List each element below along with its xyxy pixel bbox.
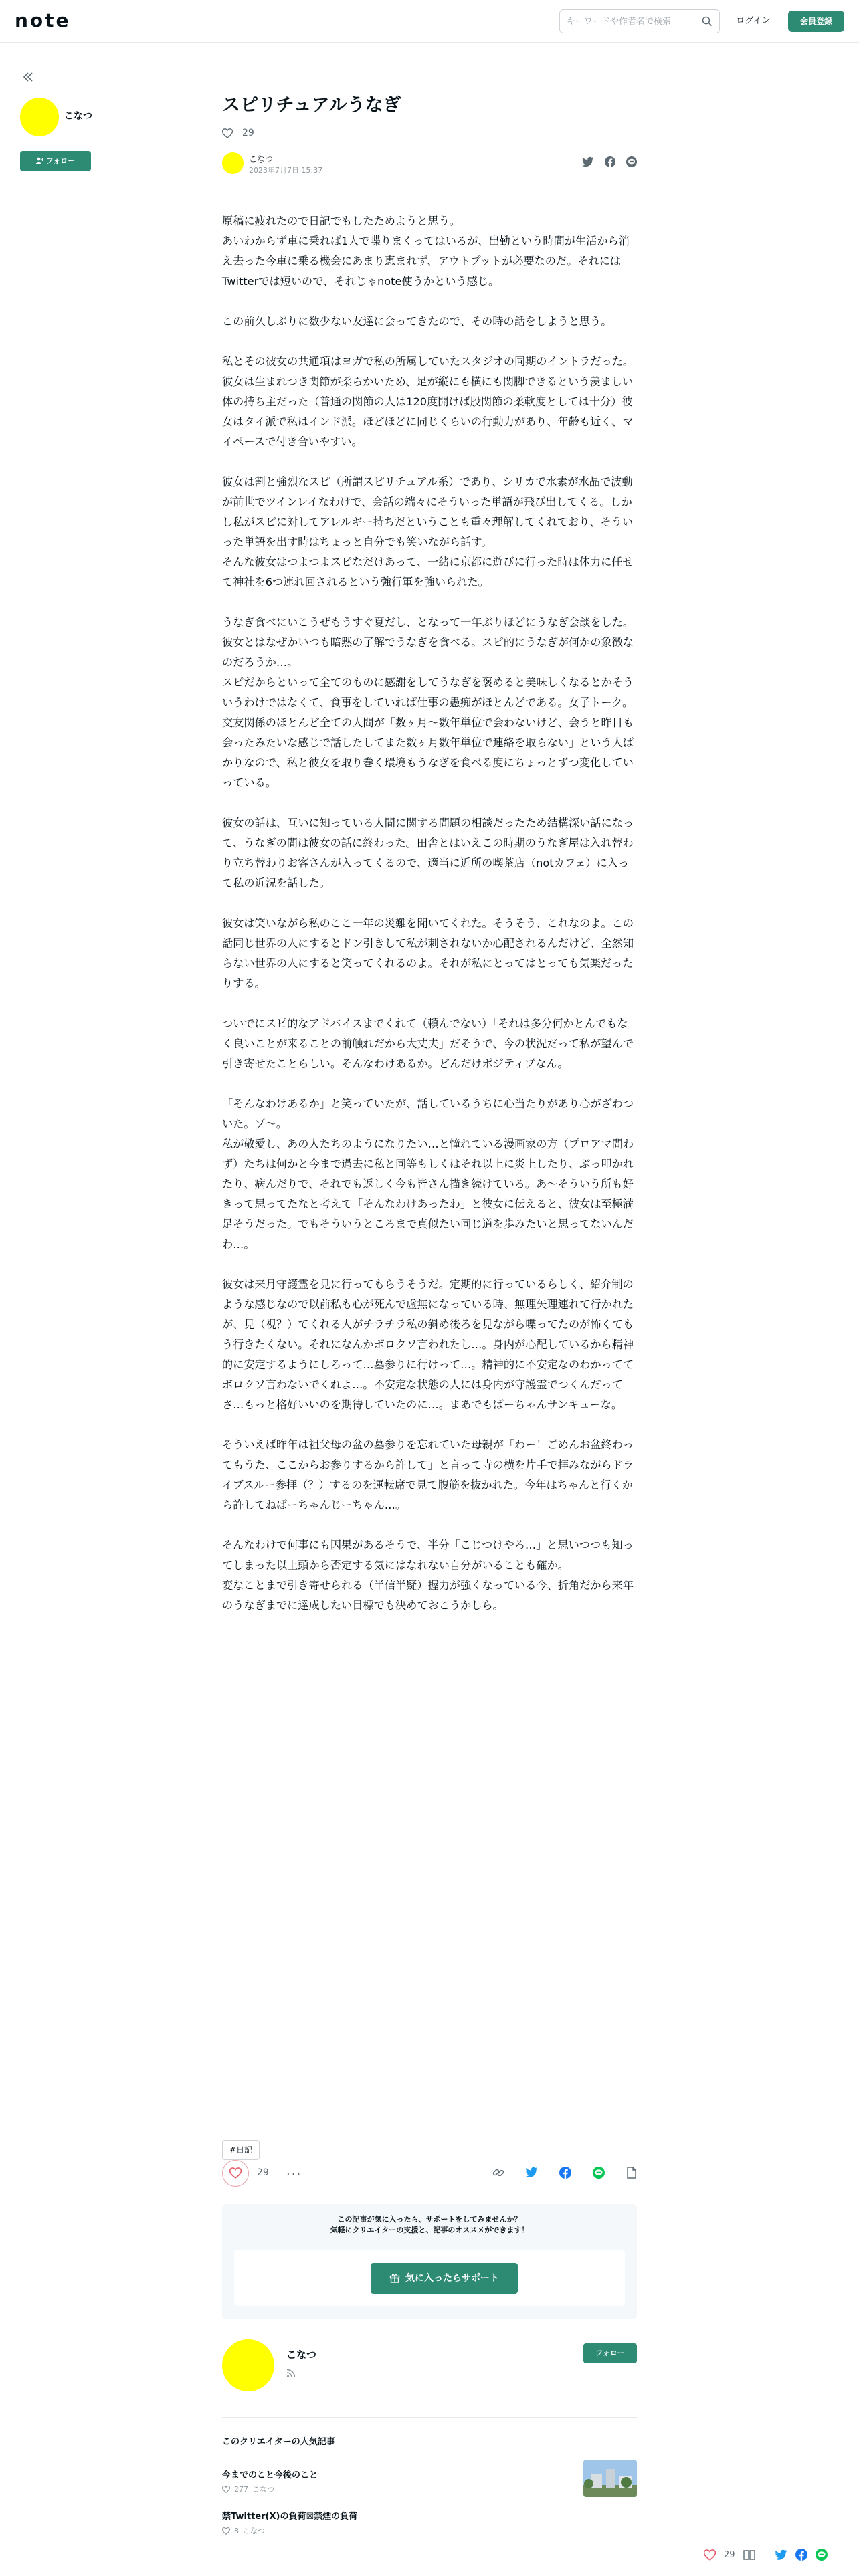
sidebar-follow-label: フォロー	[45, 156, 76, 165]
article-author-row	[222, 152, 637, 179]
section-divider	[222, 2417, 637, 2418]
popular-article-title[interactable]: 今までのこと今後のこと	[222, 2470, 318, 2480]
article-like-count: 29	[242, 128, 254, 138]
share-buttons-top	[582, 156, 637, 167]
floating-action-bar	[704, 2541, 859, 2568]
support-button-label: 気に入ったらサポート	[405, 2273, 499, 2284]
search-box[interactable]	[559, 9, 720, 33]
line-icon[interactable]	[593, 2167, 605, 2179]
signup-button[interactable]: 会員登録	[788, 11, 844, 32]
popular-article-thumbnail[interactable]	[583, 2460, 637, 2497]
float-magazine-icon[interactable]	[743, 2549, 755, 2560]
paragraph: 彼女の話は、互いに知っている人間に関する問題の相談だったため結構深い話になって、うなぎの間は彼女の話に終わった。田舎とはいえこの時期のうなぎ屋は入れ替わり立ち替わりお客さんが入ってくるので、適当に近所の喫茶店（notカフェ）に入って私の近況を話した。	[222, 817, 634, 889]
article-action-row	[222, 2160, 637, 2189]
login-button[interactable]: ログイン	[736, 16, 771, 26]
author-name[interactable]: こなつ	[249, 154, 274, 164]
float-facebook-icon[interactable]	[795, 2549, 807, 2561]
paragraph: この前久しぶりに数少ない友達に会ってきたので、その時の話をしようと思う。	[222, 315, 612, 328]
sidebar-author-name[interactable]: こなつ	[64, 111, 92, 122]
support-message-line2: 気軽にクリエイターの支援と、記事のオススメができます！	[330, 2226, 529, 2234]
more-options-icon[interactable]: ···	[286, 2167, 302, 2181]
popular-articles-heading: このクリエイターの人気記事	[222, 2437, 335, 2447]
popular-article-likes: 277	[234, 2484, 248, 2494]
facebook-icon[interactable]	[559, 2167, 571, 2179]
paragraph: 彼女は来月守護霊を見に行ってもらうそうだ。定期的に行っているらしく、紹介制のような感じなので以前私も心が死んで虚無になっている時、無理矢理連れて行かれたが、見（視？）てくれる人がチラチラ私の斜め後ろを見ながら喋ってたのが怖くてもう行きたくない。それになんかボロクソ言われたし…。身内が心配しているから精神的に安定するようにしろって…墓参りに行けって…。精神的に不安定なのわかってて ボロクソ言わないでくれよ…。不安定な状態の人には身内が守護霊でつくんだってさ…もっと格好いいのを期待していたのに…。まあでもばーちゃんサンキューな。	[222, 1278, 638, 1411]
heart-outline-icon	[229, 2167, 242, 2179]
paragraph: 私とその彼女の共通項はヨガで私の所属していたスタジオの同期のイントラだった。彼女は生まれつき関節が柔らかいため、足が縦にも横にも関脚できるという羨ましい体の持ち主だった（普通の関節の人は120度開けば股関節の柔軟度としては十分）彼女はタイ派で私はインド派。ほどほどに同じくらいの行動力があり、年齢も近く、マイペースで付き合いやすい。	[222, 355, 634, 448]
support-button[interactable]	[371, 2263, 518, 2294]
popular-article-likes: 8	[234, 2526, 239, 2535]
support-box	[222, 2204, 637, 2319]
sidebar-avatar[interactable]	[20, 98, 59, 136]
float-line-icon[interactable]	[816, 2549, 828, 2561]
support-inner-card	[234, 2250, 625, 2306]
twitter-share-icon[interactable]	[582, 156, 594, 167]
author-card-name[interactable]: こなつ	[286, 2349, 317, 2361]
publish-date: 2023年7月7日 15:37	[249, 166, 323, 175]
float-twitter-icon[interactable]	[775, 2549, 787, 2560]
paragraph: 原稿に疲れたので日記でもしたためようと思う。 あいわからず車に乗れば1人で喋りまくってはいるが、出勤という時間が生活から消え去った今車に乗る機会にあまり恵まれず、アウトプットが必要なのだ。それにはTwitterでは短いので、それじゃnote使うかという感じ。	[222, 215, 630, 288]
paragraph: 彼女は笑いながら私のここ一年の災難を聞いてくれた。そうそう、これなのよ。この話同じ世界の人にするとドン引きして私が刺されないか心配されるんだけど、全然知らない世界の人にすると笑ってくれるのよ。それが私にとってはとっても気楽だったりする。	[222, 917, 634, 990]
paragraph: 彼女は割と強烈なスピ（所謂スピリチュアル系）であり、シリカで水素が水晶で波動が前世でツインレイなわけで、会話の端々にそういった単語が飛び出してくる。しかし私がスピに対してアレルギー持ちだということも重々理解してくれており、そういった単語を出す時はちょっと自分でも笑いながら話す。 そんな彼女はつよつよスピなだけあって、一緒に京都に遊びに行った時は体力に任せて神社を6つ連れ回されるという強行軍を強いられた。	[222, 475, 634, 588]
hashtag-diary[interactable]: #日記	[222, 2140, 260, 2160]
author-card-follow-button[interactable]: フォロー	[583, 2343, 637, 2363]
embed-icon[interactable]	[626, 2167, 637, 2179]
rss-icon[interactable]	[286, 2369, 296, 2378]
gift-icon	[389, 2272, 400, 2283]
popular-article-author: こなつ	[252, 2485, 274, 2494]
popular-article-item[interactable]	[222, 2468, 637, 2505]
article-like-summary	[222, 126, 254, 140]
search-icon[interactable]	[702, 16, 712, 27]
popular-article-item[interactable]	[222, 2509, 637, 2539]
facebook-share-icon[interactable]	[605, 156, 615, 167]
float-like-count: 29	[724, 2549, 735, 2560]
paragraph: そういえば昨年は祖父母の盆の墓参りを忘れていた母親が「わー！ごめんお盆終わってもうた、ここからお参りするから許して」と言って寺の横を片手で拝みながらドライブスルー参拝（？）するのを運転席で見て腹筋を抜かれた。今年はちゃんと行くから許してねばーちゃんじーちゃん…。	[222, 1438, 634, 1511]
popular-article-meta	[222, 2484, 274, 2494]
paragraph: 「そんなわけあるか」と笑っていたが、話しているうちに心当たりがあり心がざわついた。ゾ〜。 私が敬愛し、あの人たちのようになりたい…と憧れている漫画家の方（プロアマ問わず）たちは何かと今まで過去に私と同等もしくはそれ以上に炎上したり、ぶっ叩かれたり、病んだりで、それでも返しく今も皆さん描き続けている。あ〜そういう所も好きって思ってたなと考えて「そんなわけあったわ」と彼女に伝えると、彼女は至極満足そうだった。でもそういうところまで真似たい同じ道を歩みたいと思ってないんだわ…。	[222, 1097, 634, 1251]
heart-icon	[222, 2486, 230, 2493]
share-buttons-bottom	[492, 2167, 637, 2179]
copy-link-icon[interactable]	[492, 2167, 504, 2179]
popular-article-title[interactable]: 禁Twitter(X)の負荷☒禁煙の負荷	[222, 2512, 358, 2522]
paragraph: ついでにスピ的なアドバイスまでくれて（頼んでない）「それは多分何かとんでもなく良いことが来ることの前触れだから大丈夫」だそうで、今の状況だって私が望んで引き寄せたことらしい。そんなわけあるか。どんだけポジティブなん。	[222, 1017, 634, 1070]
author-card	[222, 2338, 637, 2411]
paragraph: そんなわけで何事にも因果があるそうで、半分「こじつけやろ…」と思いつつも知ってしまった以上頭から否定する気にはなれない自分がいることも確か。 変なことまで引き寄せられる（半信半疑）握力が強くなっている今、折角だから来年のうなぎまでに達成したい目標でも決めておこうかしら。	[222, 1539, 634, 1612]
paragraph: うなぎ食べにいこうぜもうすぐ夏だし、となって一年ぶりほどにうなぎ会談をした。彼女とはなぜかいつも暗黙の了解でうなぎを食べる。スピ的にうなぎが何かの象徴なのだろうか…。 スピだからといって全てのものに感謝をしてうなぎを褒めると美味しくなるとかそういうわけではなくて、食事をしていれば仕事の愚痴がほとんどである。女子トーク。 交友関係のほとんど全ての人間が「数ヶ月〜数年単位で会わないけど、会うと昨日も会ったみたいな感じで話したしてまた数ヶ月数年単位で連絡を取らない」という人ばかりなので、私と彼女を取り巻く環境もうなぎを食べる度にちょっとずつ変化していっている。	[222, 616, 634, 789]
like-button[interactable]	[222, 2160, 249, 2187]
article-body	[222, 211, 637, 1636]
twitter-icon[interactable]	[526, 2167, 538, 2179]
author-card-avatar[interactable]	[222, 2339, 274, 2391]
search-input[interactable]	[567, 10, 698, 33]
author-avatar[interactable]	[222, 152, 244, 174]
heart-icon	[222, 2527, 230, 2535]
popular-article-meta	[222, 2525, 265, 2536]
like-count: 29	[257, 2167, 269, 2178]
collapse-icon[interactable]	[23, 72, 33, 82]
article-title: スピリチュアルうなぎ	[222, 95, 401, 116]
line-share-icon[interactable]	[626, 156, 637, 167]
float-heart-icon[interactable]	[704, 2549, 716, 2561]
note-logo[interactable]: note	[15, 9, 71, 31]
popular-article-author: こなつ	[243, 2527, 265, 2535]
sidebar-follow-button[interactable]	[20, 151, 91, 171]
heart-icon[interactable]	[222, 128, 233, 138]
site-header	[0, 0, 859, 43]
support-message-line1: この記事が気に入ったら、サポートをしてみませんか？	[337, 2215, 522, 2224]
person-add-icon	[36, 151, 43, 171]
